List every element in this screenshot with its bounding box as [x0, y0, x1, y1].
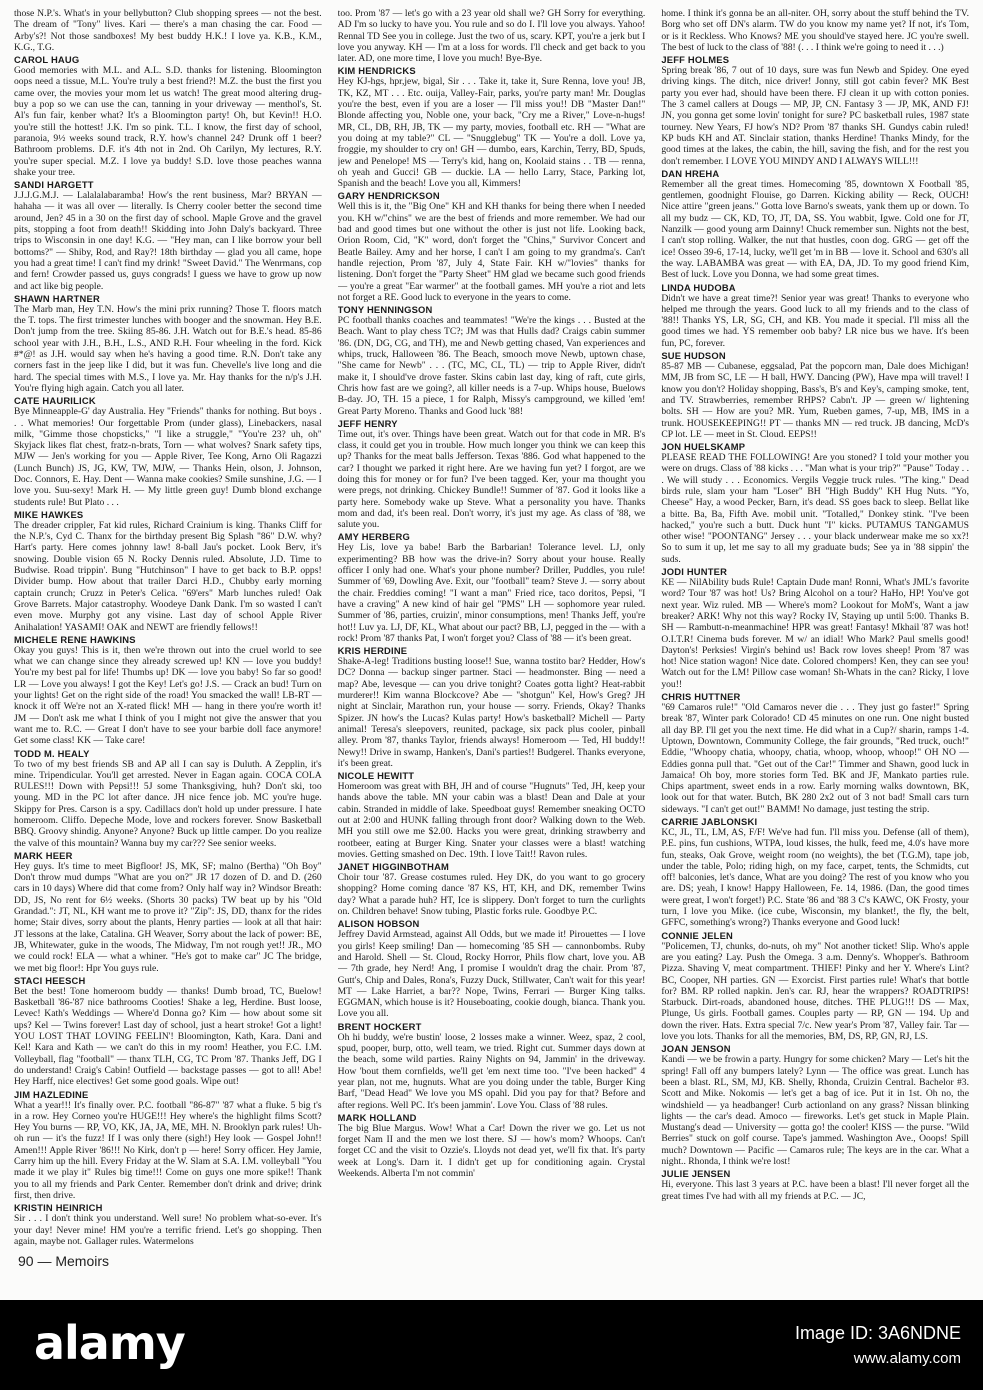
- memoir-student-name: JEFF HOLMES: [661, 54, 730, 66]
- memoir-entry: [661, 1168, 969, 1202]
- memoir-student-name: SHAWN HARTNER: [14, 292, 100, 304]
- memoir-entry: [338, 918, 646, 1019]
- watermark-url: www.alamy.com: [853, 1350, 961, 1367]
- memoir-student-name: JON HUELSKAMP: [661, 441, 746, 453]
- memoir-student-name: JEFF HENRY: [337, 417, 398, 429]
- memoir-student-name: NICOLE HEWITT: [337, 770, 415, 782]
- memoir-student-name: LINDA HUDOBA: [661, 281, 736, 293]
- memoir-student-name: CHRIS HUTTNER: [661, 691, 741, 703]
- memoir-student-name: KIM HENDRICKS: [337, 65, 416, 77]
- memoir-text: "Policemen, TJ, chunks, do-nuts, oh my" Not another ticket! Slip. Who's apple are you eating? Lay. Push the Omega. 3 a.m. Denny's. Whopper's. Bathroom Pizza. Shaving V, meat compartment. THIEF! Pinky and her Y. Where's Lint? BC, Cooper, NH parties. GN — Exorcist. First parties rule! What's that bottle for? BM. RP rolled napkin. Jen's car. RJ, hear the wrappers? ROADTRIPS! Starbuck. Dirt-roads, abandoned house, ditches. THE PLUG!!! DS — Max, Plunge, Us girls. Football games. Couples party — RP, GN — 194. Up and down the river. Hats. Extra special 7/c. New year's Prom '87, Valley fair. Tar — love you lots. Thanks for all the memories, BM, DS, RP, GN, RJ, LS.: [661, 940, 969, 1043]
- memoir-student-name: DAN HREHA: [661, 167, 720, 179]
- memoir-student-name: CATE HAURILICK: [14, 395, 96, 407]
- memoir-student-name: BRENT HOCKERT: [337, 1020, 422, 1032]
- memoir-text: those N.P.'s. What's in your bellybutton? Club shopping sprees — not the best. The dream of "Tony" lives. Kari — there's a man chasing the car. Food — Arby's?! Not those sandboxes! My best buddy H.K.! I love ya. K.B., K.M., K.G., T.G.: [14, 8, 322, 53]
- memoir-text: J.J.J.G.M.J. — Lalalalabaramba! How's the rent business, Mar? BRYAN — hahaha — it was all over — literally. Is Cherry cooler better the second time around, Jen? 45 in a 30 on the first day of school. Maple Grove and the gravel pits, stopping a foot from death!! Skidding into John Daly's backyard. Three trips to Wisconsin in one day! K.G. — "Hey man, can I like borrow your bell bottoms?" — Shiby, Rod, and Ray?! 18th birthday — glad you all came, hope you had a great time! I can't find my drink! "Sweet David." The Wenrmans, cop and fern! Crowder passed us, guys congrads! I guess we have to grow up now and act like big people.: [14, 190, 322, 292]
- memoir-text: Didn't we have a great time?! Senior year was great! Thanks to everyone who helped me through the years. Good luck to all my friends and to the class of '88!! Thanks YS, LR, SG, CH, and KB. You made it special. I'll miss all the good times we had. YS remember oob baby? LR nice bus we have. It's been fun, PC, forever.: [661, 292, 969, 349]
- memoir-entry: [338, 1021, 646, 1111]
- memoir-entry: [338, 65, 646, 189]
- memoir-entry: [338, 1112, 646, 1179]
- memoir-entry: [338, 861, 646, 917]
- memoir-student-name: AMY HERBERG: [337, 531, 411, 543]
- memoir-entry: [338, 8, 646, 64]
- memoir-entry: [14, 1089, 322, 1202]
- memoir-text: Oh hi buddy, we're bustin' loose, 2 losses make a winner. Weez, spaz, 2 cool, spud, pooper, burp, otto, well team, we tried. Right cut. Summer days down at the beach, some wild parties. Rainy Nights on 94, Jammin' in the driveway. How 'bout them cornfields, we'll get 'em next time too. "I've been hacked" 4 year plan, not me, hugnuts. What are you doing under the table, Burger King Barf, "Dead Head" We love you MS opahl. Did you pay for that? Before and after regions. Well PC. It's been jammin'. Love You. Class of '88 rules.: [337, 1031, 646, 1111]
- column-right: [661, 8, 969, 1248]
- memoir-entry: [661, 282, 969, 349]
- memoir-text: The dreader crippler, Fat kid rules, Richard Crainium is king. Thanks Cliff for the N.P.'s, Cyd C. Thanx for the birthday present Big Splash "86" D.W. why? Hart's party. Here comes johnny law! 8-ball Jau's pocket. Look Berv, it's snowing. Double vision 65 N. Rocky Dennis ruled. Absolute, J.D. Time to Budwise. Road trippin'. Bung "Hutchinson" I have to get back to B.P. opps! Divider bump. How about that trailer Darci H.D., Chubby early morning captain crunch; Cruzz in Peter's Celica. "69'ers" Marb lunches ruled! Oak Grove Barrets. Major catastrophy. Woodeye Dank Dank. I'm so wasted I can't even move. Murphy got any visine. Last day of school Apple River Anihalation! YASAMI! OAK and NEWT are friendly fellows!!: [14, 519, 322, 633]
- memoir-entry: [661, 816, 969, 929]
- memoir-text: Hey KJ-hgs, hpr,jew, bigal, Sir . . . Take it, take it, Sure Renna, love you! JB, TK, KZ, MT . . . Etc. ouija, Valley-Fair, parks, you're party man! Mr. Douglas you're the best, even if you are a loser — I'll miss you!! DB "Master Dan!" Blonde affecting you, Noble one, your back, "Cry me a River," Love-n-hugs! MR, CL, DB, RH, JB, TK — my party, movies, football etc. RH — "What are you doing at my table?" CL — "Snugglebug" TK — You're a doll. Love ya, froggie, my shoulder to cry on! GH — dumbo, ears, Karchin, Terry, BD, Spuds, jew and Penelope! MS — Terry's kid, hang on, Koolaid stains . . TB — renna, oh yeah and Gucci! GB — duckie. LA — hello Larry, Stace, Parking lot, Spanish and the beach! Love you all, Kimmers!: [337, 76, 646, 190]
- memoir-student-name: CONNIE JELEN: [661, 929, 734, 941]
- memoir-student-name: STACI HEESCH: [14, 974, 86, 986]
- memoir-student-name: SUE HUDSON: [661, 350, 726, 362]
- memoir-entry: [14, 634, 322, 747]
- memoir-text: Sir . . . I don't think you understand. Well sure! No problem what-so-ever. It's your day! Never mine! HM you're a terrific friend. Let's go shopping. Then again, maybe not. Gallager rules. Watermelons: [14, 1213, 322, 1247]
- memoir-entry: [14, 975, 322, 1088]
- memoir-entry: [14, 748, 322, 849]
- memoir-entry: [14, 8, 322, 53]
- memoir-entry: [661, 441, 969, 565]
- memoir-student-name: KRISTIN HEINRICH: [14, 1202, 103, 1214]
- memoir-text: Okay you guys! This is it, then we're thrown out into the cruel world to see what we can change since they already screwed up! KN — love you buddy! You're my best pal for life! Thumbs up! DK — love you baby! So far so good! LR — Love you always! I got the Key! Let's go! J.S. — Crack an bud! Turn on your lights! Get on the right side of the road! You smacked the wall! LB-RT — knock it off We're not an X-rated flick! MH — hang in there you're worth it! JM — Don't ask me what I think of you I might not give the answer that you want me to. R.C. — Great I don't have to see your barbie doll face anymore! Get some class! KK — Take care!: [14, 644, 322, 747]
- column-middle: [338, 8, 646, 1248]
- memoir-text: To two of my best friends SB and AP all I can say is Duluth. A Zepplin, it's mine. Tripendicular. You'll get arrested. Never in Eagan again. COCA COLA RULES!!! Down with Pepsi!!! 5J some Thanksgiving, huh? Don't ski, too young. MD in the PC lot after dance. JH nice fence job. MC you're huge. Skippy for Pres. Carson is a spy. Cadillacs don't hold up under pressure. I hate homeroom. Cliffo. Depeche Mode, love and rockers forever. Snow Basketball BBQ. Groovy shindig. Anyone? Anyone? Buck up little camper. Do you realize the valve of this mountain? Wanna buy my car??? See senior weeks.: [14, 758, 322, 849]
- memoir-entry: [338, 770, 646, 860]
- memoir-student-name: GARY HENDRICKSON: [337, 190, 440, 202]
- memoir-text: The big Blue Margus. Wow! What a Car! Down the river we go. Let us not forget Nam II and the men we lost there. SJ — how's mom? Whoops. Can't forget CC and the visit to Ozzie's. Lloyds not dead yet, we'll fix that. It's party week at Long's. Darn it. I didn't get up for conditioning again. Crystal Weekends. Alberta I'm not commin': [337, 1122, 646, 1180]
- memoir-student-name: TONY HENNINGSON: [337, 304, 433, 316]
- memoir-text: 85-87 MB — Cubanese, eggsalad, Pat the popcorn man, Dale does Michigan! MM, JB from SC, LE — H ball, HWY. Dancing (PW), Have mpa will travel! I know you don't? Holiday shopping, Bass's, B's and Key's, camping smoke, tent, and TV. Strawberries, remember RHPS? Cabn't. JP — green w/ lightening bolts. SH — How are you? MR. Yum, Rueben games, 7-up, MB, IMS in a trunk. HOUSEKEEPING!! PT — thanks MN — red truck. JB dancing, McD's CP lot. LE — meet in St. Cloud. EEPS!!: [661, 361, 969, 440]
- memoir-entry: [14, 1202, 322, 1247]
- memoir-text: Good memories with M.L. and A.L. S.D. thanks for listening. Bloomington oops need a tissue, M.L. You're truly a best friend?! M.Z. the bust the first you came over, the movies your mom let us watch! The great mood altering drug-buy a pop so we can use the can, tanning in your driveway — menthol's, St. Al's fun fair, kenber what? It's a Bloomington party! Oh, but Kevin!! H.O. you're still the hottest! J.K. I'm so pink. T.L. I know, the first day of school, paranoia, 9½ weeks sound track, R.Y. how's channel 24? Drunk off 1 beer? Bathroom problems. D.F. it's 4th not in 2nd. Oh Carilyn, My lectures, R.Y. you're super special. M.Z. I love ya buddy! S.D. love those peaches wanna shake your tree.: [14, 65, 322, 178]
- memoir-text: Well this is it, the "Big One" KH and KH thanks for being there when I needed you. KH w/"chins" we are the best of friends and more remember. We had our bad and good times but one without the other is just not life. Looking back, Orion Room, Cid, "K" word, don't forget the "Chins," Survivor Concert and Beatle Bailey. Amy and her horse, I can't I am going to my grandma's. Can't handle rejection, Prom '87, July 4, State Fair. KH w/"lovies" thanks for listening. Don't forget the "Party Sheet" HM glad we became such good friends — you're a great "Ear warmer" at the football games. MH you're a riot and lets not forget a RE. Good luck to everyone in the years to come.: [337, 201, 646, 303]
- memoir-text: Time out, it's over. Things have been great. Watch out for that code in MR. B's class, it could get you in trouble. How much longer you think we can keep this up? Thanks for the meat balls Jefferson. Texas '886. God what happened to the car? I thought we parked it right here. Are we having fun yet? I forgot, are we doing this for money or for fun? I've been tagged. Ker, your ma thought you were pregs, not drinking. Chickey Bundle!! Summer of '87. God it looks like a party here. Somebody wake up Steve. What a personality you have. Thanks mom and dad, it's been real. Don't worry, it's just my age. As class of '88, we salute you.: [337, 428, 646, 531]
- memoir-student-name: JULIE JENSEN: [661, 1168, 731, 1180]
- memoir-text: too. Prom '87 — let's go with a 23 year old shall we? GH Sorry for everything. AD I'm so lucky to have you. You rule and so do I. I'll love you always. Yahoo! Rennal TD See you in college. Just the two of us, scary. KPT, you're a jerk but I love you anyway. KH — I'm at a loss for words. I'll check and get back to you later. AD, one more time, I love you much! Bye-Bye.: [337, 8, 646, 65]
- watermark-bar: [0, 1300, 983, 1390]
- memoir-entry: [338, 304, 646, 417]
- memoir-student-name: JODI HUNTER: [661, 566, 728, 578]
- memoir-student-name: ALISON HOBSON: [337, 918, 420, 930]
- column-left: [14, 8, 322, 1248]
- memoir-student-name: MARK HEER: [14, 849, 73, 861]
- memoir-entry: [14, 395, 322, 508]
- memoir-text: PC football thanks coaches and teammates! "We're the kings . . . Busted at the Beach. Want to play chess TC?; JM was that Hulls dad? Craigs cabin summer '86. (DN, DG, CG, and TH), me and Newb getting chased, Van experiences and whips, truck, Halloween '86. The Beach, smooch move Newb, uptown chase, "She came for Newb" . . . (TC, MC, CL, TL) — trip to Apple River, didn't make it, I should've drove faster. Skins cabin last day, king of raft, cute girls, Chris how fast are we going?, all killer needs is a 7-up. Whips house, Buelows B-day. JO, TH. 15 a piece, 1 for Ralph, Missy's campground, we killed 'em! Great Party Moreno. Thanks and Good luck '88!: [337, 315, 646, 417]
- memoir-text: Spring break '86, 7 out of 10 days, sure was fun Newb and Spidey. One eyed driving kings. The ditch, nice driver! Jonny, still got cabin fever? MK Best party you ever had, should have been there. FJ clean it up with cotton ponies. The 3 camel callers at Dougs — MP, JP, CN. Fantasy 3 — JP, MK, AND FJ! JN, you gonna get some lovin' tonight for sure? PC basketball rules, 1987 state tourney. New Years, FJ how's ND? Prom '87 thanks SH. Gundys cabin ruled! KP buds KH and AT. Sinclair station, thanks Herdine! Thanks Mindy, for the good times at the lakes, the cabin, the hill, saving the fish, and for the rest you don't remember. I LOVE YOU MINDY AND I ALWAYS WILL!!!: [661, 65, 969, 167]
- memoir-text: KE — NilAbility buds Rule! Captain Dude man! Ronni, What's JML's favorite word? Tour '87 was hot! Us? Bring Alcohol on a tour? HaHo, HP! You've got next year. Wiz ruled. MB — Where's mom? Lookout for MoM's, Want a jaw breaker? ARK! Why not this way? Rocky IV, Staying up until 5:00. Thanks B. SH — Rambutt-n-meanmachine! HPR was great! Fantasy! Mkhail '87 was hot! O.I.T.R! Cinema buds forever. M w/ an idial! Who Mark? Paul smells good! Dayton's! Perksies! Virgin's behind us! Back row loves sheep! Prom '87 was hot! Nice station wagon! Nice date. Colored chompers! Ken, they can see you! Watch out for the LM! Pillow case woman! Sh-Whats in the can? Ricky, I love you!!: [661, 577, 969, 690]
- watermark-image-id: Image ID: 3A6NDNE: [794, 1323, 961, 1343]
- memoir-entry: [661, 350, 969, 440]
- memoir-student-name: JANET HIGGINBOTHAM: [337, 861, 450, 873]
- memoir-text: Homeroom was great with BH, JH and of course "Hugnuts" Ted, JH, keep your hands above the table. MN your cabin was a blast! Dean and Dale at your cabin. Stranded in middle of lake. Speedboat guys! Remember sneaking OCTO out at 2:00 and HUNK falling through front door? Walking down to the Web. MH you still owe me $2.00. Hacks you were great, drinking strawberry and rootbeer, eating at Burger King. Snater your classes were a blast! watching movies. Getting smashed on Dec. 19th. I love Tait!! Ravon rules.: [337, 781, 646, 860]
- memoir-text: PLEASE READ THE FOLLOWING! Are you stoned? I told your mother you were on drugs. Class of '88 kicks . . . "Man what is your trip?" "Pause" Today . . . We will study . . . Economics. Vergils Veggie truck rules. "The king." Dead birds rule, slam your ham "Loser" BH "High Buddy" KH Hug Nuts. "Yo, Cheese" Hay, a wood Pecker, Barn, it's dead. SS goes back to sleep. Bellat like a bitte. Ba, Ba, Fifth Ave. mobil unit. "Totalled," Donkey stink. "I've been hacked," you're such a butt. Duck hunt "I" kicks. PUTAMUS TANGAMUS other wise! "POONTANG" Jersey . . . your black underwear make me so xx?! So to sum it up, let me say to all my graduate buds; See ya in '88 sippin' the suds.: [661, 452, 969, 565]
- memoir-entry: [661, 168, 969, 281]
- memoir-entry: [14, 179, 322, 292]
- memoir-text: KC, JL, TL, LM, AS, F/F! We've had fun. I'll miss you. Defense (all of them), P.E. pins, fun cushions, WTPA, loud kisses, the hulk, feed me, 4.0's have more fun, steaks, Oak Grove, weight room (no weights), the bet (T.G.M), tape job, under the table, Polo; riding high, on my face, carpet, tents, the Schmidts, cut off! balconies, let's dance, What are you doing? The rest of you know who you are. DS; yeah, I know! Happy Halloween, Fe. 14, 1986. (Dan, the good times were great, I won't forget!) P.C. State '86 and '88 3 C's KAWC, OK Frosty, your turn, I love you Mike. (ice cube, Wisconsin, my blanket!, the fly, the belt, GFFC, something's wrong?) Thanks everyone and Good luck!: [661, 827, 969, 929]
- memoir-entry: [14, 509, 322, 633]
- watermark-logo: alamy: [34, 1316, 185, 1370]
- memoir-entry: [338, 531, 646, 644]
- memoir-student-name: TODD M. HEALY: [14, 747, 90, 759]
- memoir-entry: [338, 190, 646, 303]
- memoir-text: Bye Minneapple-G' day Australia. Hey "Friends" thanks for nothing. But boys . . . What memories! Our forgettable Prom (under glass), Linebackers, nasal milk, "Gimme those chopsticks," "I like a struggle," "You're 23? uh, oh" Skyjack likes flat chest, fratz-n-brats, Torn — what wolves? Snark safety tips, MJW — Jen's working for you — Apple River, Tee Kong, Arno Oli Ragazzi (Lunch Bunch) JS, JG, KW, TW, MJW, — Thanks Hein, olson, J. Johnson, Doc. Connors, E. Hay. Dent — Wanna make cookies? Smile sunshine, J.G. — I love you. Suu-sexy! Mark H. — My little green guy! Dumb blond exchange students rule! But Plato . . .: [14, 406, 322, 508]
- memoir-entry: [14, 850, 322, 974]
- memoir-student-name: MARK HOLLAND: [337, 1111, 417, 1123]
- memoir-entry: [338, 418, 646, 531]
- memoir-text: "69 Camaros rule!" "Old Camaros never die . . . They just go faster!" Spring break '87, Winter park Colorado! CD 45 minutes on one run. One night busted all day BP. I'll get you the next time. He did what in a Cup?/ sharin, ramps 1-4. Uptown, Downtown, Community College, the fair grounds, "Red truck, ouch!" Eddie, "Whoopy chatia, whoopy, chatia, whoop, whoop, whoop!" OH NO — Eddies gonna pull that. "Get out of the Car!" Timmer and Shawn, good luck in Jamaica! Oh boy, more stories form Ted. BK and JF, Mankato parties rule. Chips apartment, sweet ends in a row. Early morning walks downtown, BK, look out for that water. Butch, BK 280 2x2 out of 3 not bad! Small cars turn sideways. "I can't get out!" BAMM! No damage, just testing the strip.: [661, 702, 969, 815]
- memoir-entry: [14, 54, 322, 178]
- memoir-student-name: CAROL HAUG: [14, 54, 80, 66]
- memoir-text: Hi, everyone. This last 3 years at P.C. have been a blast! I'll never forget all the great times I've had with all my friends at P.C. — JC,: [661, 1179, 969, 1202]
- memoir-student-name: JIM HAZLEDINE: [14, 1088, 89, 1100]
- memoir-text: Bet the best! Tone homeroom buddy — thanks! Dumb broad, TC, Buelow! Basketball '86-'87 nice bathrooms Cooties! Shake a leg, Herdine. Bust loose, Levec! Kath's Weddings — Where'd Donna go? Kim — how about some sit ups? Kel — Twins forever! Last day of school, just a heart stroke! Got a light! YOU LOST THAT LOVING FEELIN'! Bloomington, Kath, Kara. Dani and Kel! Kara and Kath — we can't do this in my room! Heather, you F.C. I.M. Volleyball, flag "football" — thanx TLH, CG, TC Prom '87. Thanks Jeff, DG I do understand! Craig's Cabin! Outfield — backstage passes — got to all! Abe! Hey Harff, nice electives! Get some good goals. Wipe out!: [14, 985, 322, 1088]
- memoir-student-name: MIKE HAWKES: [14, 508, 84, 520]
- memoir-text: Hey guys. It's time to meet Bigfloor! JS, MK, SF; malno (Bertha) "Oh Boy" Don't throw mud dumps "What are you on?" JR 17 dozen of D. and D. (260 cars in 10 days) Where did that come from? Only half way in? Windsor Breath: DD, JS, No rent for 6½ weeks. (Shorts 30 packs) TW beat up by his "Old Grandad.": JT, NL, KH want me to prove it? "Zip": JS, DD, thanx for the rides home; Stair dives, sorry about the plants, Henry parties — look at all that hair: JT lessons at the lake, Catalina. GH Weaver, Sorry about the lack of power: BE, JB, Whitewater, guke in the woods, The Midway, I'm not rough yet!! JR., MO we could rock! ELA — what a whiner. "He's got to make car" JC The bridge, we met big floor!: Hpr You guys rule.: [14, 860, 322, 974]
- memoir-entry: [661, 930, 969, 1043]
- memoir-text: Shake-A-leg! Traditions busting loose!! Sue, wanna tostito bar? Hedder, How's DC? Donna — backup singer partner. Staci — headmonster. Bing — need a map? Abe, levesque — can you drive tonight? Coates gotta light? Heat-rabbit murderer!! Kim wanna Blockcove? Abe — "shotgun" Kel, How's Greg? JH night at Sinclair, Marathon run, your house — sorry. Friends, Okay? Thanks Spizer. JN how's the Lucas? Kulas party! How's basketball? Michell — Party animal! Teresa's sleepovers, reunited, package, six pack plus cooler, pinball alley. Prom '87, thanks Taylor, friends always! Homeroom — Ted, HI buddy!! Newy!! Drive in swamp, Hanken's, Dani's parties!! Budgerel. Thanks everyone, it's been great.: [337, 656, 646, 769]
- page-footer: 90 — Memoirs: [18, 1253, 110, 1269]
- memoir-text: home. I think it's gonna be an all-niter. OH, sorry about the stuff behind the TV. Borg who set off DN's alarm. TW do you know my name yet? If not, it's Tom, or is it Reckless. Who Knows? ME you should've stayed here. JC you're swell. The best of luck to the class of '88! (. . . I think we're going to need it . . .): [661, 8, 969, 53]
- memoir-text: Hey Lis, love ya babe! Barb the Barbarian! Tolerance level. LJ, only experimenting? BB how was the drive-in? Sorry about your house. Really officer I only had one. What's your phone number? Driller, Puddles, you rule! Summer of '69, Dowling Ave. Exit, our "football" team? Steve J. — sorry about the chair. Freddies coming! "I want a man" Fried rice, taco doritos, Pepsi, "I have a craving" A new kind of hair gel "PMS" LH — sophomore year ruled. Summer of '86, parties, cruizin', minor consumptions, men! Thanks Jeff, you're hot!! Luv ya. LJ, DF, KL, What about our pact? BB, LJ, pegged in the — with a rock! Prom '87 thanks Pat, I won't forget you? Class of '88 — it's been great.: [337, 542, 646, 644]
- memoir-student-name: CARRIE JABLONSKI: [661, 816, 758, 827]
- memoir-student-name: KRIS HERDINE: [337, 645, 408, 657]
- memoirs-columns: [14, 8, 969, 1248]
- memoir-text: The Marb man, Hey T.N. How's the mini prix running? Those T. floors match the T. tops. The first trimester lunches with booger and the snowman. Hey B.E. Don't jump from the tree. Skiing 85-86. J.H. Watch out for B.E.'s head. 85-86 school year with J.H., B.H., L.S., AND R.H. Four wheeling in the ford. Kick #*@! as J.H. would say when he's having a good time. R.N. Don't take any corners fast in the jeep like I did, but it was fun. Chevelle's live long and die hard. The special times with M.S., I love ya. Mr. Hay thanks for the n/p's J.H. You're flying high again. Catch you all later.: [14, 303, 322, 394]
- memoir-student-name: MICHELE RENE HAWKINS: [14, 633, 136, 645]
- memoir-student-name: SANDI HARGETT: [14, 179, 94, 191]
- memoir-entry: [14, 293, 322, 394]
- memoir-text: Remember all the great times. Homecoming '85, downtown X Football '85, gentlemen, goodnight Flouise, go Darren. Kicking ability — Reck, OUCH! Nice attire "green jeans." Gotta love Barno's sweats, yank them up or down. To all my budz — CK, KD, TO, JT, DA, SS. You wabbit, Igwe. Cold one for JT, Nanzilk — good young arm Dainny! Chuck remember sun. Nights not the best, I can't stop rolling. Walker, the nut that hustles, coon dog. GRG — get off the ice! Osseo 39-6, 17-14, lucky, we'll get 'm in BB — love it. School and 630's all the way. LABAMBA was great — with EA, DA, JD. To my good friend Kim, Best of luck. Love you Donna, we had some great times.: [661, 178, 969, 281]
- memoir-entry: [661, 8, 969, 53]
- memoir-entry: [661, 1043, 969, 1167]
- memoir-text: What a year!!! It's finally over. P.C. football "86-87" '87 what a fluke. 5 big t's in a row. Hey Corneo you're HUGE!!! Hey where's the highlight films Scott? Hey You burns — RP, VO, KK, JA, JA, ME, MH. N. Brooklyn park rules! Uh-oh run — it's the fuzz! If I was only there (sigh!) Hey look — Gospel John!! Amen!!! Apple River '86!!! No Kirk, don't p — here! Sorry officer. Hey Jamie, Carry him up the hill. Every Friday at the W. Slam at S.A. I.M. volleyball "You made it we play it" Rules big time!!! Come on guys one more spike!! Thank you to all my friends and Park Center. Remember don't drink and drive; drink first, then drive.: [14, 1099, 322, 1201]
- memoir-entry: [661, 566, 969, 690]
- memoir-entry: [661, 54, 969, 167]
- memoir-text: Choir tour '87. Grease costumes ruled. Hey DK, do you want to go grocery shopping? Home coming dance '87 KS, HT, KH, and DK, remember Twins day? What a parade huh? HT, Ice is slippery. Don't forget to turn the curlights on. Children behave! Snow tubing, Plastic forks rule. Goodbye P.C.: [337, 872, 646, 918]
- memoir-student-name: JOAN JENSON: [661, 1043, 731, 1055]
- memoir-entry: [338, 645, 646, 769]
- memoir-text: Jeffrey David Armstead, against All Odds, but we made it! Pirouettes — I love you girls! Keep smiling! Dan — homecoming '85 SH — cannonbombs. Ruby and Harold. Shell — St. Cloud, Rocky Horror, Phils flow chart, love you. AB — 7th grade, hey Nerd! Ang, I promise I wouldn't drag the chair. Prom '87, Gutt's, Chip and Dales, Rona's, Fuzzy Duck, Stillwater, Can't wait for this year! MT — Lake Harriet, a bar?? Nope, Twins, Ferrari — Burger King talks. EGGMAN, which house is it? Houseboating, cookie dough, bianca. Thank you. Love you all.: [337, 929, 646, 1020]
- memoir-text: Kandi — we be frowin a party. Hungry for some chicken? Mary — Let's hit the spring! Fall off any bumpers lately? Lynn — The office was great. Lunch has been a blast. RL, SM, MJ, KB. Shelly, Rhonda, Cruizin Central. Bachelor #3. Scott and Mike. Nokomis — let's get a bag of ice. Put it in 1st. Oh no, the windshield — ya headbanger! Curb actionland on any grass? Nissan blinking lights — the car's dead. Amoco — fireworks. Let's get stuck in Maple Plain. Mustang's dead — University — gotta go! the cooler! KISS — the purse. "Wild Berries" stuck on golf course. Tape's jammed. Washington Ave., Ooops! Spill much? Downtown — Pacific — Camaros rule; The keys are in the car. What a night.. Rhonda, I think we're lost!: [661, 1054, 969, 1168]
- memoir-entry: [661, 691, 969, 815]
